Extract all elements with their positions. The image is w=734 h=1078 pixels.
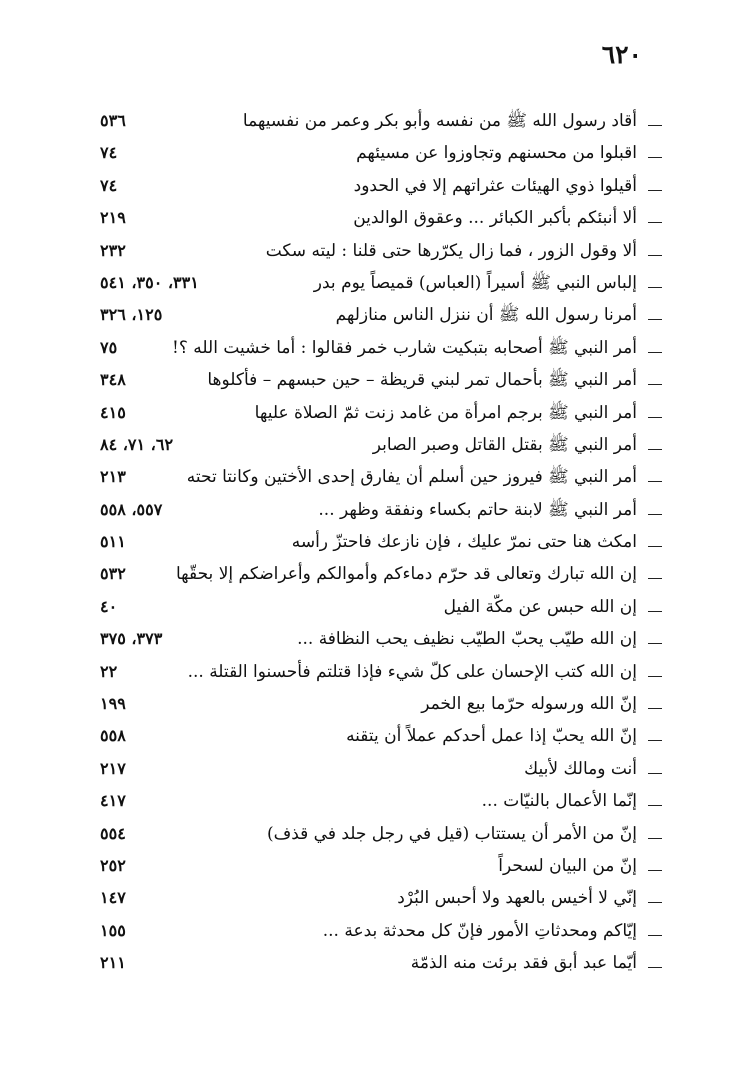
entry-page-numbers: ٢٢: [100, 661, 118, 681]
entry-dash: [648, 190, 662, 191]
entry-dash: [648, 287, 662, 288]
entry-page-numbers: ٢٥٢: [100, 855, 126, 875]
entry-page-numbers: ١٤٧: [100, 888, 126, 908]
entry-text: ألا وقول الزور ، فما زال يكرّرها حتى قلنا : ليته سكت: [265, 240, 637, 261]
entry-text: إنّ الله يحبّ إذا عمل أحدكم عملاً أن يتقنه: [346, 726, 637, 747]
entry-text: أقيلوا ذوي الهيئات عثراتهم إلا في الحدود: [353, 175, 637, 196]
entry-dash: [648, 125, 662, 126]
index-entry: [0, 849, 734, 881]
entry-page-numbers: ٢١١: [100, 953, 126, 973]
entry-text: أنت ومالك لأبيك: [524, 758, 637, 779]
entry-page-numbers: ٢١٣: [100, 467, 126, 487]
entry-page-numbers: ٢١٩: [100, 208, 126, 228]
entry-page-numbers: ٧٤: [100, 175, 118, 195]
entry-text: امكث هنا حتى نمرّ عليك ، فإن نازعك فاحتزّ رأسه: [291, 532, 637, 553]
entry-text: أقاد رسول الله ﷺ من نفسه وأبو بكر وعمر من نفسيهما: [242, 111, 637, 131]
index-entry: [0, 331, 734, 363]
entry-text: إن الله تبارك وتعالى قد حرّم دماءكم وأموالكم وأعراضكم إلا بحقّها: [175, 564, 637, 585]
entry-text: أمر النبي ﷺ لابنة حاتم بكساء ونفقة وظهر ...: [318, 499, 637, 520]
entry-page-numbers: ٧٥: [100, 337, 118, 357]
entry-text: أمر النبي ﷺ بقتل القاتل وصبر الصابر: [372, 434, 637, 455]
index-entry: [0, 396, 734, 428]
index-entry: [0, 493, 734, 525]
entry-dash: [648, 870, 662, 871]
index-entry: [0, 169, 734, 201]
entry-dash: [648, 611, 662, 612]
entry-dash: [648, 643, 662, 644]
entry-page-numbers: ٥١١: [100, 532, 126, 552]
entry-dash: [648, 384, 662, 385]
entry-text: إنّي لا أخيس بالعهد ولا أحبس البُرْد: [397, 888, 637, 909]
index-entry: [0, 525, 734, 557]
entry-dash: [648, 481, 662, 482]
index-entry: [0, 363, 734, 395]
entry-dash: [648, 740, 662, 741]
entry-dash: [648, 255, 662, 256]
entry-page-numbers: ٤٠: [100, 596, 118, 616]
entry-text: أيّما عبد أبق فقد برئت منه الذمّة: [410, 953, 637, 974]
index-entry: [0, 266, 734, 298]
entry-dash: [648, 417, 662, 418]
entry-text: ألا أنبئكم بأكبر الكبائر ... وعقوق الوالدين: [353, 208, 637, 229]
entry-text: إلباس النبي ﷺ أسيراً (العباس) قميصاً يوم بدر: [313, 272, 637, 293]
index-entry: [0, 687, 734, 719]
index-entry: [0, 622, 734, 654]
entry-text: أمر النبي ﷺ برجم امرأة من غامد زنت ثمّ الصلاة عليها: [254, 402, 637, 423]
entry-text: أمرنا رسول الله ﷺ أن ننزل الناس منازلهم: [335, 305, 637, 326]
entry-text: أمر النبي ﷺ فيروز حين أسلم أن يفارق إحدى الأختين وكانتا تحته: [186, 467, 637, 488]
entry-text: إن الله طيّب يحبّ الطيّب نظيف يحب النظافة ...: [297, 629, 637, 650]
index-entry: [0, 136, 734, 168]
entry-text: إنّما الأعمال بالنيّات ...: [481, 791, 637, 812]
entry-page-numbers: ٥٣٦: [100, 111, 126, 130]
hadith-index-list: [0, 104, 734, 979]
entry-dash: [648, 578, 662, 579]
entry-text: إنّ من الأمر أن يستتاب (قيل في رجل جلد في قذف): [266, 823, 637, 844]
entry-dash: [648, 449, 662, 450]
index-entry: [0, 590, 734, 622]
entry-dash: [648, 546, 662, 547]
entry-dash: [648, 157, 662, 158]
entry-page-numbers: ٢١٧: [100, 758, 126, 778]
entry-text: أمر النبي ﷺ أصحابه بتبكيت شارب خمر فقالوا : أما خشيت الله ؟!: [172, 337, 637, 358]
entry-dash: [648, 222, 662, 223]
index-entry: [0, 719, 734, 751]
entry-page-numbers: ٥٥٧، ٥٥٨: [100, 499, 163, 519]
index-entry: [0, 817, 734, 849]
index-entry: [0, 298, 734, 330]
entry-text: اقبلوا من محسنهم وتجاوزوا عن مسيئهم: [356, 143, 637, 164]
entry-text: إن الله حبس عن مكّة الفيل: [443, 596, 637, 617]
entry-page-numbers: ٣٧٣، ٣٧٥: [100, 629, 163, 649]
entry-page-numbers: ٤١٥: [100, 402, 126, 422]
entry-dash: [648, 514, 662, 515]
entry-dash: [648, 967, 662, 968]
entry-page-numbers: ٧٤: [100, 143, 118, 163]
entry-dash: [648, 319, 662, 320]
index-entry: [0, 881, 734, 913]
entry-text: إنّ الله ورسوله حرّما بيع الخمر: [421, 694, 637, 715]
entry-page-numbers: ٥٥٨: [100, 726, 126, 746]
entry-text: إنّ من البيان لسحراً: [498, 855, 637, 876]
entry-dash: [648, 773, 662, 774]
entry-dash: [648, 805, 662, 806]
entry-page-numbers: ١٩٩: [100, 694, 126, 714]
entry-page-numbers: ١٢٥، ٣٢٦: [100, 305, 163, 325]
entry-page-numbers: ٣٤٨: [100, 370, 126, 390]
index-entry: [0, 752, 734, 784]
index-entry: [0, 784, 734, 816]
index-entry: [0, 104, 734, 136]
page-number: ٦٢٠: [601, 40, 642, 69]
entry-dash: [648, 676, 662, 677]
index-entry: [0, 428, 734, 460]
entry-text: إيّاكم ومحدثاتِ الأمور فإنّ كل محدثة بدعة ...: [322, 920, 637, 941]
entry-page-numbers: ٤١٧: [100, 791, 126, 811]
index-entry: [0, 946, 734, 978]
entry-page-numbers: ٥٥٤: [100, 823, 126, 843]
entry-dash: [648, 902, 662, 903]
entry-page-numbers: ٥٣٢: [100, 564, 126, 584]
entry-page-numbers: ٢٣٢: [100, 240, 126, 260]
entry-page-numbers: ١٥٥: [100, 920, 126, 940]
entry-dash: [648, 935, 662, 936]
entry-page-numbers: ٣٣١، ٣٥٠، ٥٤١: [100, 272, 199, 292]
index-entry: [0, 201, 734, 233]
entry-dash: [648, 838, 662, 839]
index-entry: [0, 557, 734, 589]
entry-dash: [648, 708, 662, 709]
entry-text: إن الله كتب الإحسان على كلّ شيء فإذا قتلتم فأحسنوا القتلة ...: [187, 661, 637, 682]
entry-dash: [648, 352, 662, 353]
index-entry: [0, 914, 734, 946]
entry-text: أمر النبي ﷺ بأحمال تمر لبني قريظة – حين حبسهم – فأكلوها: [207, 370, 637, 391]
entry-page-numbers: ٦٢، ٧١، ٨٤: [100, 434, 174, 454]
index-entry: [0, 460, 734, 492]
index-entry: [0, 655, 734, 687]
index-entry: [0, 234, 734, 266]
